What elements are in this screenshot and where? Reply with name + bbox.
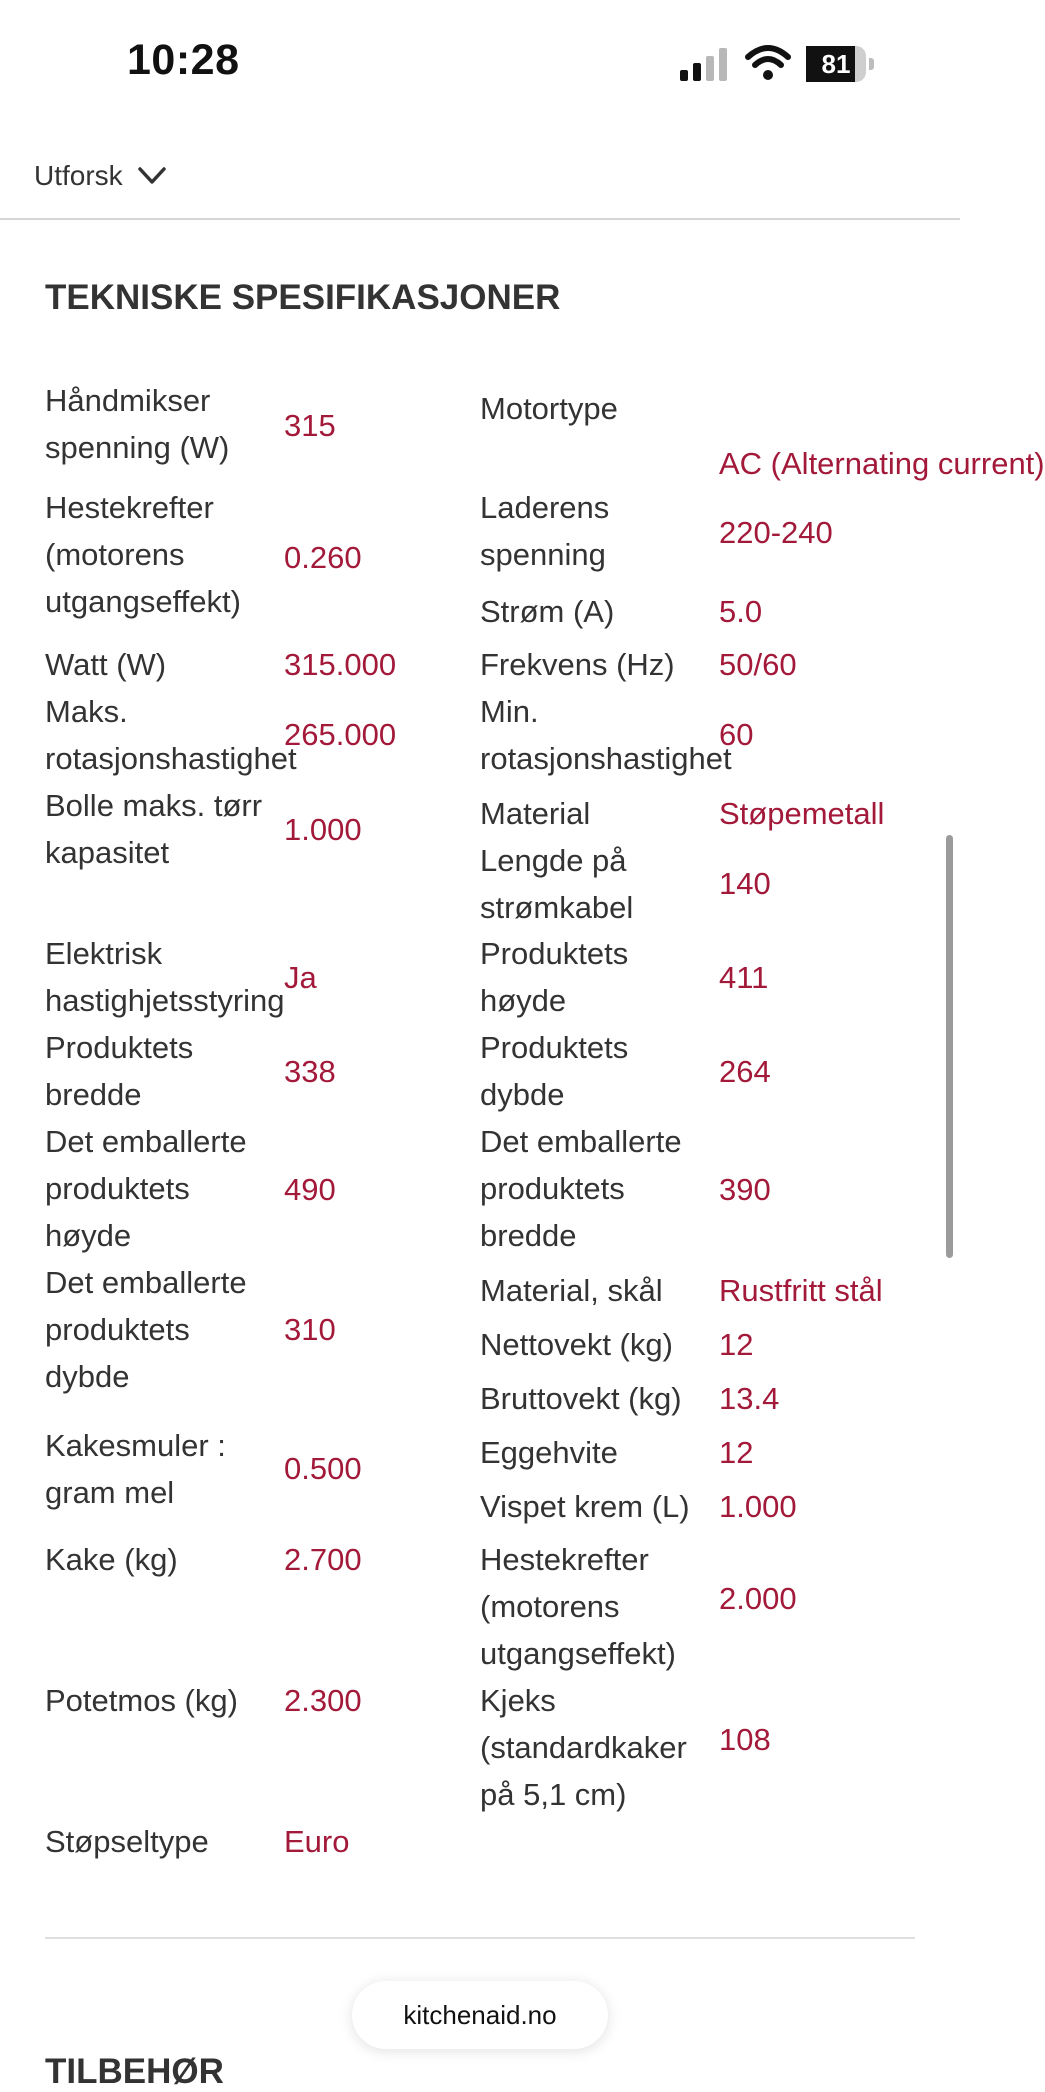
browser-address-pill[interactable] bbox=[352, 1981, 608, 2049]
spec-value: AC (Alternating current) bbox=[719, 446, 1045, 481]
section-divider bbox=[45, 1937, 915, 1939]
spec-label: kapasitet bbox=[45, 835, 170, 870]
battery-percent: 81 bbox=[821, 49, 851, 79]
spec-value: 108 bbox=[719, 1722, 771, 1757]
spec-label: på 5,1 cm) bbox=[480, 1777, 627, 1812]
spec-value: Støpemetall bbox=[719, 796, 885, 831]
spec-label: Maks. bbox=[45, 694, 128, 729]
spec-value: 1.000 bbox=[284, 812, 362, 847]
spec-value: 12 bbox=[719, 1435, 754, 1470]
spec-label: gram mel bbox=[45, 1475, 175, 1510]
header-divider bbox=[0, 218, 960, 220]
spec-label: produktets bbox=[480, 1171, 625, 1206]
spec-label: produktets bbox=[45, 1171, 190, 1206]
spec-value: 338 bbox=[284, 1054, 336, 1089]
spec-label: Vispet krem (L) bbox=[480, 1489, 690, 1524]
spec-value: 12 bbox=[719, 1327, 754, 1362]
spec-value: 5.0 bbox=[719, 594, 763, 629]
scrollbar[interactable] bbox=[946, 835, 953, 1258]
spec-label: høyde bbox=[45, 1218, 132, 1253]
spec-label: rotasjonshastighet bbox=[480, 741, 732, 776]
spec-value: 60 bbox=[719, 717, 754, 752]
spec-value: 1.000 bbox=[719, 1489, 797, 1524]
spec-label: Bruttovekt (kg) bbox=[480, 1381, 682, 1416]
spec-label: Watt (W) bbox=[45, 647, 167, 682]
spec-label: Eggehvite bbox=[480, 1435, 618, 1470]
spec-value: 13.4 bbox=[719, 1381, 780, 1416]
spec-value: 315 bbox=[284, 408, 336, 443]
spec-value: 2.000 bbox=[719, 1581, 797, 1616]
spec-value: 140 bbox=[719, 866, 771, 901]
spec-label: dybde bbox=[45, 1359, 130, 1394]
spec-label: Håndmikser bbox=[45, 383, 211, 418]
spec-label: (motorens bbox=[480, 1589, 620, 1624]
spec-label: Nettovekt (kg) bbox=[480, 1327, 673, 1362]
spec-label: Kjeks bbox=[480, 1683, 556, 1718]
cellular-signal-icon bbox=[680, 48, 730, 81]
spec-label: utgangseffekt) bbox=[45, 584, 241, 619]
spec-value: 220-240 bbox=[719, 515, 833, 550]
spec-label: Kake (kg) bbox=[45, 1542, 178, 1577]
spec-value: 490 bbox=[284, 1172, 336, 1207]
spec-value: Euro bbox=[284, 1824, 350, 1859]
spec-label: spenning bbox=[480, 537, 606, 572]
spec-label: Material, skål bbox=[480, 1273, 663, 1308]
spec-label: Bolle maks. tørr bbox=[45, 788, 263, 823]
section-title: TEKNISKE SPESIFIKASJONER bbox=[45, 278, 561, 317]
spec-label: Støpseltype bbox=[45, 1824, 209, 1859]
spec-label: Motortype bbox=[480, 391, 618, 426]
spec-value: 0.500 bbox=[284, 1451, 362, 1486]
spec-value: 50/60 bbox=[719, 647, 797, 682]
spec-value: 310 bbox=[284, 1312, 336, 1347]
chevron-down-icon bbox=[137, 166, 167, 186]
spec-value: 315.000 bbox=[284, 647, 397, 682]
spec-label: Det emballerte bbox=[480, 1124, 682, 1159]
spec-label: Produktets bbox=[45, 1030, 194, 1065]
spec-value: 265.000 bbox=[284, 717, 397, 752]
spec-label: Elektrisk bbox=[45, 936, 163, 971]
spec-label: strømkabel bbox=[480, 890, 634, 925]
spec-label: (standardkaker bbox=[480, 1730, 687, 1765]
spec-label: Produktets bbox=[480, 936, 629, 971]
spec-value: Rustfritt stål bbox=[719, 1273, 883, 1308]
spec-value: 2.700 bbox=[284, 1542, 362, 1577]
spec-label: bredde bbox=[480, 1218, 577, 1253]
spec-label: bredde bbox=[45, 1077, 142, 1112]
spec-value: 390 bbox=[719, 1172, 771, 1207]
spec-label: Produktets bbox=[480, 1030, 629, 1065]
spec-label: rotasjonshastighet bbox=[45, 741, 297, 776]
status-time: 10:28 bbox=[127, 36, 240, 84]
spec-label: Potetmos (kg) bbox=[45, 1683, 238, 1718]
spec-label: Hestekrefter bbox=[45, 490, 214, 525]
spec-label: Det emballerte bbox=[45, 1265, 247, 1300]
spec-label: høyde bbox=[480, 983, 567, 1018]
spec-value: 264 bbox=[719, 1054, 771, 1089]
explore-dropdown[interactable] bbox=[34, 155, 167, 197]
spec-label: Kakesmuler : bbox=[45, 1428, 226, 1463]
spec-value: 2.300 bbox=[284, 1683, 362, 1718]
spec-label: Strøm (A) bbox=[480, 594, 615, 629]
spec-label: Laderens bbox=[480, 490, 610, 525]
spec-label: Min. bbox=[480, 694, 539, 729]
spec-label: Frekvens (Hz) bbox=[480, 647, 675, 682]
spec-label: Material bbox=[480, 796, 591, 831]
spec-value: 411 bbox=[719, 960, 769, 995]
explore-label: Utforsk bbox=[34, 160, 123, 191]
spec-label: Hestekrefter bbox=[480, 1542, 649, 1577]
spec-value: 0.260 bbox=[284, 540, 362, 575]
battery-icon bbox=[806, 46, 876, 82]
spec-label: produktets bbox=[45, 1312, 190, 1347]
spec-label: hastighjetsstyring bbox=[45, 983, 285, 1018]
spec-label: Lengde på bbox=[480, 843, 627, 878]
spec-value: Ja bbox=[284, 960, 317, 995]
spec-label: dybde bbox=[480, 1077, 565, 1112]
next-section-title: TILBEHØR bbox=[45, 2052, 224, 2091]
spec-label: spenning (W) bbox=[45, 430, 230, 465]
url-text: kitchenaid.no bbox=[403, 1999, 557, 2030]
spec-label: Det emballerte bbox=[45, 1124, 247, 1159]
wifi-icon bbox=[745, 44, 791, 81]
spec-label: utgangseffekt) bbox=[480, 1636, 676, 1671]
spec-label: (motorens bbox=[45, 537, 185, 572]
